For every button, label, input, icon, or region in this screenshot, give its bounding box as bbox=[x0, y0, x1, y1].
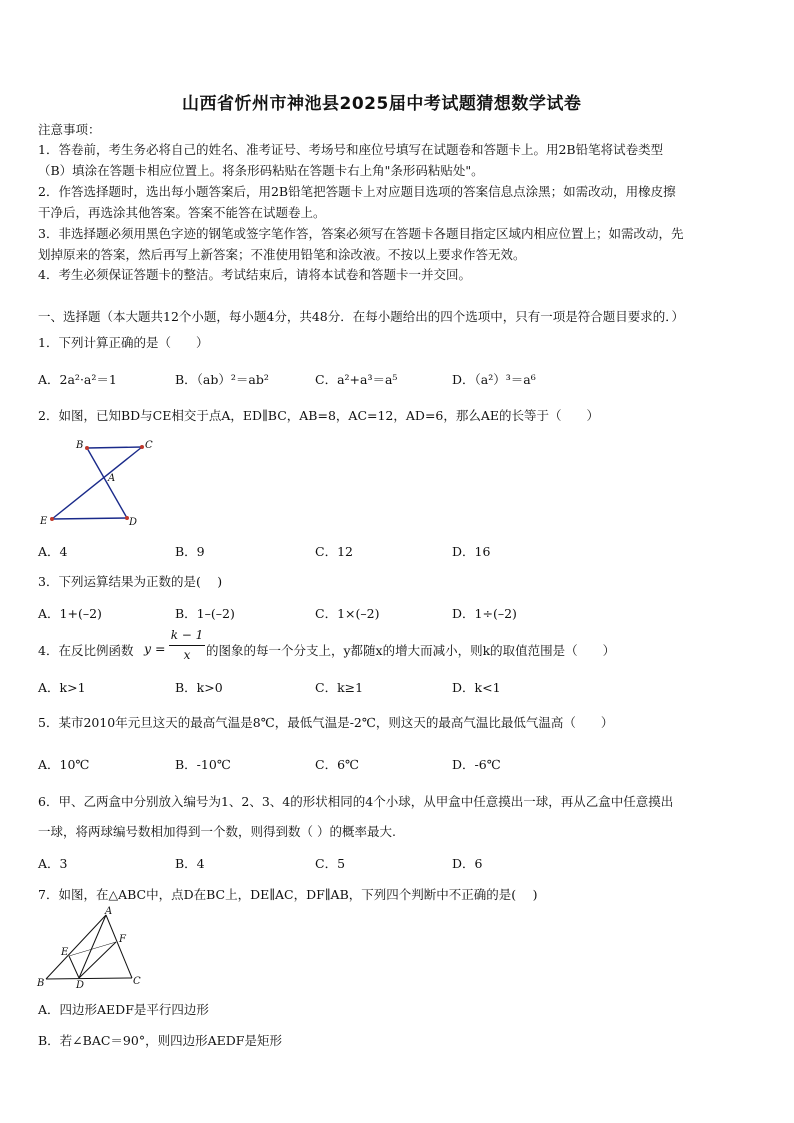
question-5-option-a: A．10℃ bbox=[38, 757, 90, 772]
question-4-option-a: A．k>1 bbox=[38, 680, 86, 695]
question-6-option-b: B．4 bbox=[175, 856, 205, 871]
question-3-option-a: A．1+(–2) bbox=[38, 606, 102, 621]
q7-label-e: E bbox=[61, 947, 69, 958]
question-3-option-c: C．1×(–2) bbox=[315, 606, 380, 621]
q2-label-e: E bbox=[40, 516, 48, 527]
question-4-option-d: D．k<1 bbox=[452, 680, 501, 695]
question-3-option-b: B．1–(–2) bbox=[175, 606, 235, 621]
notice-line-2: （B）填涂在答题卡相应位置上。将条形码粘贴在答题卡右上角"条形码粘贴处"。 bbox=[38, 163, 484, 178]
question-4-option-b: B．k>0 bbox=[175, 680, 223, 695]
q7-label-f: F bbox=[119, 934, 126, 945]
question-1-option-c: C．a²+a³＝a⁵ bbox=[315, 372, 398, 387]
q7-label-d: D bbox=[76, 980, 85, 991]
question-5-option-b: B．-10℃ bbox=[175, 757, 231, 772]
question-6-option-c: C．5 bbox=[315, 856, 346, 871]
q7-label-c: C bbox=[133, 976, 141, 987]
question-4-func-lhs: y = bbox=[144, 641, 166, 656]
question-6-option-a: A．3 bbox=[38, 856, 68, 871]
question-1-option-d: D．（a²）³＝a⁶ bbox=[452, 372, 536, 387]
question-6-stem-line-2: 一球，将两球编号数相加得到一个数，则得到数（ ）的概率最大. bbox=[38, 824, 396, 839]
q2-label-c: C bbox=[145, 440, 153, 451]
question-4-stem-pre: 4．在反比例函数 bbox=[38, 643, 134, 658]
question-6-stem-line-1: 6．甲、乙两盒中分别放入编号为1、2、3、4的形状相同的4个小球，从甲盒中任意摸出一球，再从乙盒中任意摸出 bbox=[38, 794, 674, 809]
question-4-stem-post: 的图象的每一个分支上，y都随x的增大而减小，则k的取值范围是（ ） bbox=[206, 643, 616, 658]
q2-label-b: B bbox=[76, 440, 84, 451]
notice-line-3: 2．作答选择题时，选出每小题答案后，用2B铅笔把答题卡上对应题目选项的答案信息点涂黑；如需改动，用橡皮擦 bbox=[38, 184, 676, 199]
question-2-option-b: B．9 bbox=[175, 544, 205, 559]
question-7-figure bbox=[36, 906, 148, 992]
question-6-option-d: D．6 bbox=[452, 856, 483, 871]
notice-line-7: 4．考生必须保证答题卡的整洁。考试结束后，请将本试卷和答题卡一并交回。 bbox=[38, 267, 471, 282]
question-7-stem: 7．如图，在△ABC中，点D在BC上，DE∥AC，DF∥AB，下列四个判断中不正确的是( ) bbox=[38, 887, 538, 902]
question-4-option-c: C．k≥1 bbox=[315, 680, 364, 695]
question-1-stem: 1．下列计算正确的是（ ） bbox=[38, 335, 209, 350]
question-2-stem: 2．如图，已知BD与CE相交于点A，ED∥BC，AB=8，AC=12，AD=6，那么AE的长等于（ ） bbox=[38, 408, 600, 423]
question-3-option-d: D．1÷(–2) bbox=[452, 606, 517, 621]
notice-line-4: 干净后，再选涂其他答案。答案不能答在试题卷上。 bbox=[38, 205, 326, 220]
question-7-option-b: B．若∠BAC＝90°，则四边形AEDF是矩形 bbox=[38, 1033, 282, 1048]
question-4-frac-denominator: x bbox=[183, 648, 191, 662]
question-4-frac-numerator: k − 1 bbox=[170, 628, 204, 642]
q2-label-a: A bbox=[108, 473, 116, 484]
q2-label-d: D bbox=[129, 517, 138, 528]
question-3-stem: 3．下列运算结果为正数的是( ) bbox=[38, 574, 223, 589]
question-1-option-a: A．2a²·a²＝1 bbox=[38, 372, 117, 387]
question-4-frac-bar bbox=[169, 645, 205, 646]
section-heading: 一、选择题（本大题共12个小题，每小题4分，共48分．在每小题给出的四个选项中，只有一项是符合题目要求的．） bbox=[38, 309, 685, 324]
page-title: 山西省忻州市神池县2025届中考试题猜想数学试卷 bbox=[182, 94, 582, 114]
question-5-stem: 5．某市2010年元旦这天的最高气温是8℃，最低气温是-2℃，则这天的最高气温比最低气温高（ ） bbox=[38, 715, 614, 730]
question-2-figure bbox=[36, 436, 156, 530]
question-2-option-c: C．12 bbox=[315, 544, 353, 559]
question-2-option-d: D．16 bbox=[452, 544, 491, 559]
q7-label-b: B bbox=[37, 978, 45, 989]
question-5-option-c: C．6℃ bbox=[315, 757, 360, 772]
notice-line-5: 3．非选择题必须用黑色字迹的钢笔或签字笔作答，答案必须写在答题卡各题目指定区域内相应位置上；如需改动，先 bbox=[38, 226, 684, 241]
question-7-option-a: A．四边形AEDF是平行四边形 bbox=[38, 1002, 209, 1017]
notice-line-1: 1．答卷前，考生务必将自己的姓名、准考证号、考场号和座位号填写在试题卷和答题卡上。用2B铅笔将试卷类型 bbox=[38, 142, 664, 157]
notice-line-6: 划掉原来的答案，然后再写上新答案；不准使用铅笔和涂改液。不按以上要求作答无效。 bbox=[38, 247, 526, 262]
q7-label-a: A bbox=[105, 906, 113, 917]
question-1-option-b: B．（ab）²＝ab² bbox=[175, 372, 269, 387]
question-5-option-d: D．-6℃ bbox=[452, 757, 501, 772]
question-2-option-a: A．4 bbox=[38, 544, 68, 559]
notice-heading: 注意事项： bbox=[38, 122, 101, 137]
